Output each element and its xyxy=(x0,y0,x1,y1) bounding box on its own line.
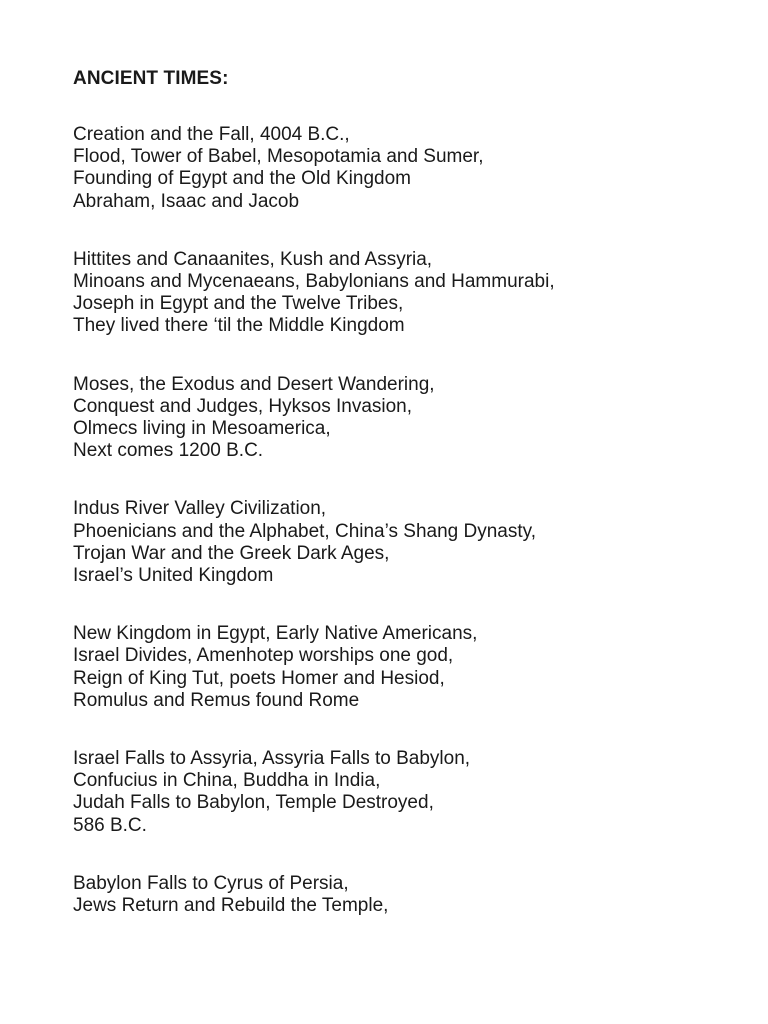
stanza-line: Trojan War and the Greek Dark Ages, xyxy=(73,542,390,564)
stanza-line: Conquest and Judges, Hyksos Invasion, xyxy=(73,395,413,417)
stanza-4 xyxy=(73,498,733,587)
stanza-1 xyxy=(73,124,733,213)
stanza-line: Israel Falls to Assyria, Assyria Falls to Babylon, xyxy=(73,748,471,770)
stanza-line: They lived there ‘til the Middle Kingdom xyxy=(73,315,405,337)
stanza-line: Israel’s United Kingdom xyxy=(73,565,274,587)
stanza-line: Hittites and Canaanites, Kush and Assyria, xyxy=(73,248,433,270)
stanza-line: Phoenicians and the Alphabet, China’s Shang Dynasty, xyxy=(73,520,537,542)
stanza-6 xyxy=(73,748,733,837)
stanza-line: Jews Return and Rebuild the Temple, xyxy=(73,895,389,917)
document-page xyxy=(73,67,733,917)
stanza-7 xyxy=(73,873,733,917)
stanza-line: New Kingdom in Egypt, Early Native Americans, xyxy=(73,623,478,645)
stanza-line: Indus River Valley Civilization, xyxy=(73,498,327,520)
stanza-line: Minoans and Mycenaeans, Babylonians and Hammurabi, xyxy=(73,271,555,293)
stanza-line: Creation and the Fall, 4004 B.C., xyxy=(73,124,350,145)
stanza-line: Reign of King Tut, poets Homer and Hesiod, xyxy=(73,667,445,689)
stanza-line: Abraham, Isaac and Jacob xyxy=(73,190,300,212)
stanza-line: Judah Falls to Babylon, Temple Destroyed, xyxy=(73,792,434,814)
stanza-3 xyxy=(73,374,733,463)
document-heading: ANCIENT TIMES: xyxy=(73,68,229,89)
stanza-line: Confucius in China, Buddha in India, xyxy=(73,770,381,792)
stanza-line: Joseph in Egypt and the Twelve Tribes, xyxy=(73,293,404,315)
stanza-line: Romulus and Remus found Rome xyxy=(73,689,360,711)
stanza-line: Babylon Falls to Cyrus of Persia, xyxy=(73,872,349,894)
stanza-line: Flood, Tower of Babel, Mesopotamia and Sumer, xyxy=(73,146,484,168)
stanza-line: Founding of Egypt and the Old Kingdom xyxy=(73,168,412,190)
stanza-line: Israel Divides, Amenhotep worships one god, xyxy=(73,645,454,667)
stanza-line: Next comes 1200 B.C. xyxy=(73,440,264,462)
stanza-2 xyxy=(73,249,733,338)
stanza-line: Olmecs living in Mesoamerica, xyxy=(73,418,331,440)
stanza-line: 586 B.C. xyxy=(73,814,147,836)
stanza-5 xyxy=(73,623,733,712)
stanza-line: Moses, the Exodus and Desert Wandering, xyxy=(73,373,435,395)
